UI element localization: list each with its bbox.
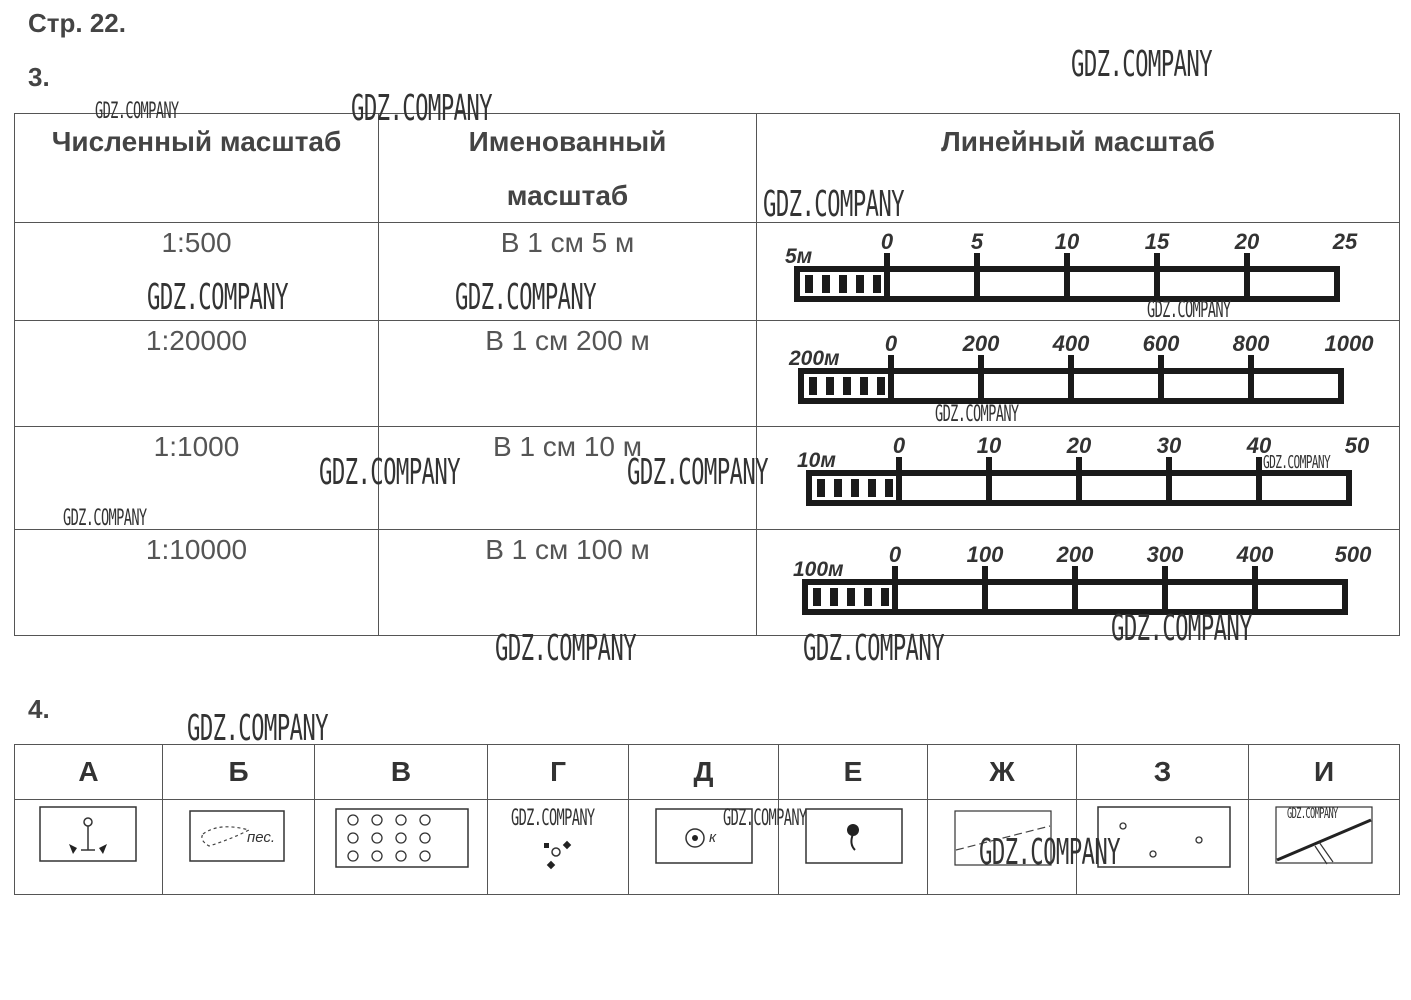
scale-tick-label: 20 <box>1234 229 1260 254</box>
watermark: GDZ.COMPANY <box>1263 452 1331 473</box>
column-g: Г <box>488 745 629 800</box>
scale-table <box>14 113 1400 636</box>
watermark: GDZ.COMPANY <box>511 806 595 831</box>
scale-subdivision <box>834 479 842 497</box>
scale-tick-label: 15 <box>1144 229 1170 254</box>
linear-scale-cell <box>757 321 1400 427</box>
scale-tick-label: 25 <box>1332 229 1358 254</box>
orchard-circle <box>348 833 358 843</box>
orchard-circle <box>372 833 382 843</box>
named-scale-cell: В 1 см 200 м <box>379 321 757 427</box>
header-named-scale: Именованный масштаб <box>379 114 757 223</box>
watermark: GDZ.COMPANY <box>351 88 493 129</box>
scale-subdivision <box>813 588 821 606</box>
watermark: GDZ.COMPANY <box>763 184 905 225</box>
orchard-circle <box>396 833 406 843</box>
scale-tick-label: 500 <box>1334 542 1372 567</box>
linear-scale-bar <box>757 321 1400 426</box>
linear-scale-bar <box>757 427 1400 529</box>
symbol-cell-v <box>315 800 488 895</box>
scale-unit-label: 10м <box>797 449 836 472</box>
orchard-circle <box>420 833 430 843</box>
scale-unit-label: 200м <box>789 347 840 370</box>
scale-subdivision <box>877 377 885 395</box>
symbols-table <box>14 744 1400 895</box>
scale-tick-label: 100 <box>966 542 1004 567</box>
scale-subdivision <box>860 377 868 395</box>
header-linear-scale: Линейный масштаб <box>757 114 1400 223</box>
column-a: А <box>15 745 163 800</box>
sand-symbol <box>189 810 287 864</box>
scale-subdivision <box>864 588 872 606</box>
column-zh: Ж <box>928 745 1077 800</box>
watermark: GDZ.COMPANY <box>803 628 945 669</box>
column-b: Б <box>163 745 315 800</box>
linear-scale-cell <box>757 530 1400 636</box>
symbol-cell-b <box>163 800 315 895</box>
watermark: GDZ.COMPANY <box>979 832 1121 873</box>
linear-scale-cell <box>757 427 1400 530</box>
named-scale-cell: В 1 см 5 м <box>379 223 757 321</box>
scale-unit-label: 5м <box>785 245 813 268</box>
scale-tick-label: 10 <box>976 433 1002 458</box>
scale-subdivision <box>881 588 889 606</box>
watermark: GDZ.COMPANY <box>147 277 289 318</box>
scale-tick-label: 40 <box>1246 433 1272 458</box>
scale-subdivision <box>822 275 830 293</box>
column-d: Д <box>629 745 779 800</box>
scale-tick-label: 200 <box>962 331 1000 356</box>
scale-tick-label: 800 <box>1232 331 1270 356</box>
column-v: В <box>315 745 488 800</box>
scale-subdivision <box>826 377 834 395</box>
page-reference: Стр. 22. <box>28 8 126 38</box>
anchor-symbol <box>39 806 137 864</box>
numeric-scale-cell: 1:500 <box>15 223 379 321</box>
watermark: GDZ.COMPANY <box>455 277 597 318</box>
scale-tick-label: 0 <box>888 542 902 567</box>
sand-label: пес. <box>247 829 276 846</box>
orchard-circle <box>396 815 406 825</box>
scale-subdivision <box>809 377 817 395</box>
orchard-circle <box>348 851 358 861</box>
scale-subdivision <box>851 479 859 497</box>
table-row <box>15 321 1400 427</box>
scale-subdivision <box>885 479 893 497</box>
linear-scale-bar <box>757 530 1400 635</box>
scale-tick-label: 20 <box>1066 433 1092 458</box>
scale-tick-label: 200 <box>1056 542 1094 567</box>
scale-subdivision <box>805 275 813 293</box>
point-symbol <box>540 838 580 874</box>
scale-tick-label: 30 <box>1156 433 1182 458</box>
orchard-circle <box>372 851 382 861</box>
numeric-scale-cell: 1:10000 <box>15 530 379 636</box>
scale-subdivision <box>843 377 851 395</box>
scale-tick-label: 400 <box>1236 542 1274 567</box>
symbol-cell-a <box>15 800 163 895</box>
scale-tick-label: 5 <box>970 229 984 254</box>
watermark: GDZ.COMPANY <box>627 452 769 493</box>
scale-subdivision <box>847 588 855 606</box>
scale-tick-label: 0 <box>880 229 894 254</box>
orchard-symbol <box>335 808 471 870</box>
orchard-circle <box>396 851 406 861</box>
watermark: GDZ.COMPANY <box>187 708 329 749</box>
well-label: к <box>709 829 717 846</box>
named-scale-cell: В 1 см 100 м <box>379 530 757 636</box>
numeric-scale-cell: 1:1000 <box>15 427 379 530</box>
scale-subdivision <box>873 275 881 293</box>
watermark: GDZ.COMPANY <box>1287 806 1338 822</box>
scale-subdivision <box>839 275 847 293</box>
orchard-circle <box>420 851 430 861</box>
scale-subdivision <box>817 479 825 497</box>
watermark: GDZ.COMPANY <box>935 402 1019 427</box>
column-z: З <box>1077 745 1249 800</box>
named-scale-cell: В 1 см 10 м <box>379 427 757 530</box>
task-4-number: 4. <box>28 694 50 724</box>
symbols-row <box>15 800 1400 895</box>
watermark: GDZ.COMPANY <box>95 99 179 124</box>
column-e: Е <box>779 745 928 800</box>
watermark: GDZ.COMPANY <box>723 806 807 831</box>
scale-tick-label: 600 <box>1142 331 1180 356</box>
orchard-circle <box>348 815 358 825</box>
scale-subdivision <box>830 588 838 606</box>
scale-tick-label: 10 <box>1054 229 1080 254</box>
scale-tick-label: 300 <box>1146 542 1184 567</box>
scale-tick-label: 0 <box>884 331 898 356</box>
watermark: GDZ.COMPANY <box>63 506 147 531</box>
scale-tick-label: 50 <box>1344 433 1370 458</box>
watermark: GDZ.COMPANY <box>1147 298 1231 323</box>
scale-tick-label: 1000 <box>1324 331 1374 356</box>
linear-scale-cell <box>757 223 1400 321</box>
header-numeric-scale: Численный масштаб <box>15 114 379 223</box>
watermark: GDZ.COMPANY <box>495 628 637 669</box>
task-3-number: 3. <box>28 62 50 92</box>
scale-tick-label: 400 <box>1052 331 1090 356</box>
scale-subdivision <box>856 275 864 293</box>
orchard-circle <box>372 815 382 825</box>
watermark: GDZ.COMPANY <box>1111 608 1253 649</box>
spring-symbol <box>805 808 905 866</box>
watermark: GDZ.COMPANY <box>319 452 461 493</box>
orchard-circle <box>420 815 430 825</box>
scale-tick-label: 0 <box>892 433 906 458</box>
column-i: И <box>1249 745 1400 800</box>
numeric-scale-cell: 1:20000 <box>15 321 379 427</box>
scale-unit-label: 100м <box>793 558 844 581</box>
linear-scale-bar <box>757 223 1400 320</box>
scale-subdivision <box>868 479 876 497</box>
watermark: GDZ.COMPANY <box>1071 44 1213 85</box>
